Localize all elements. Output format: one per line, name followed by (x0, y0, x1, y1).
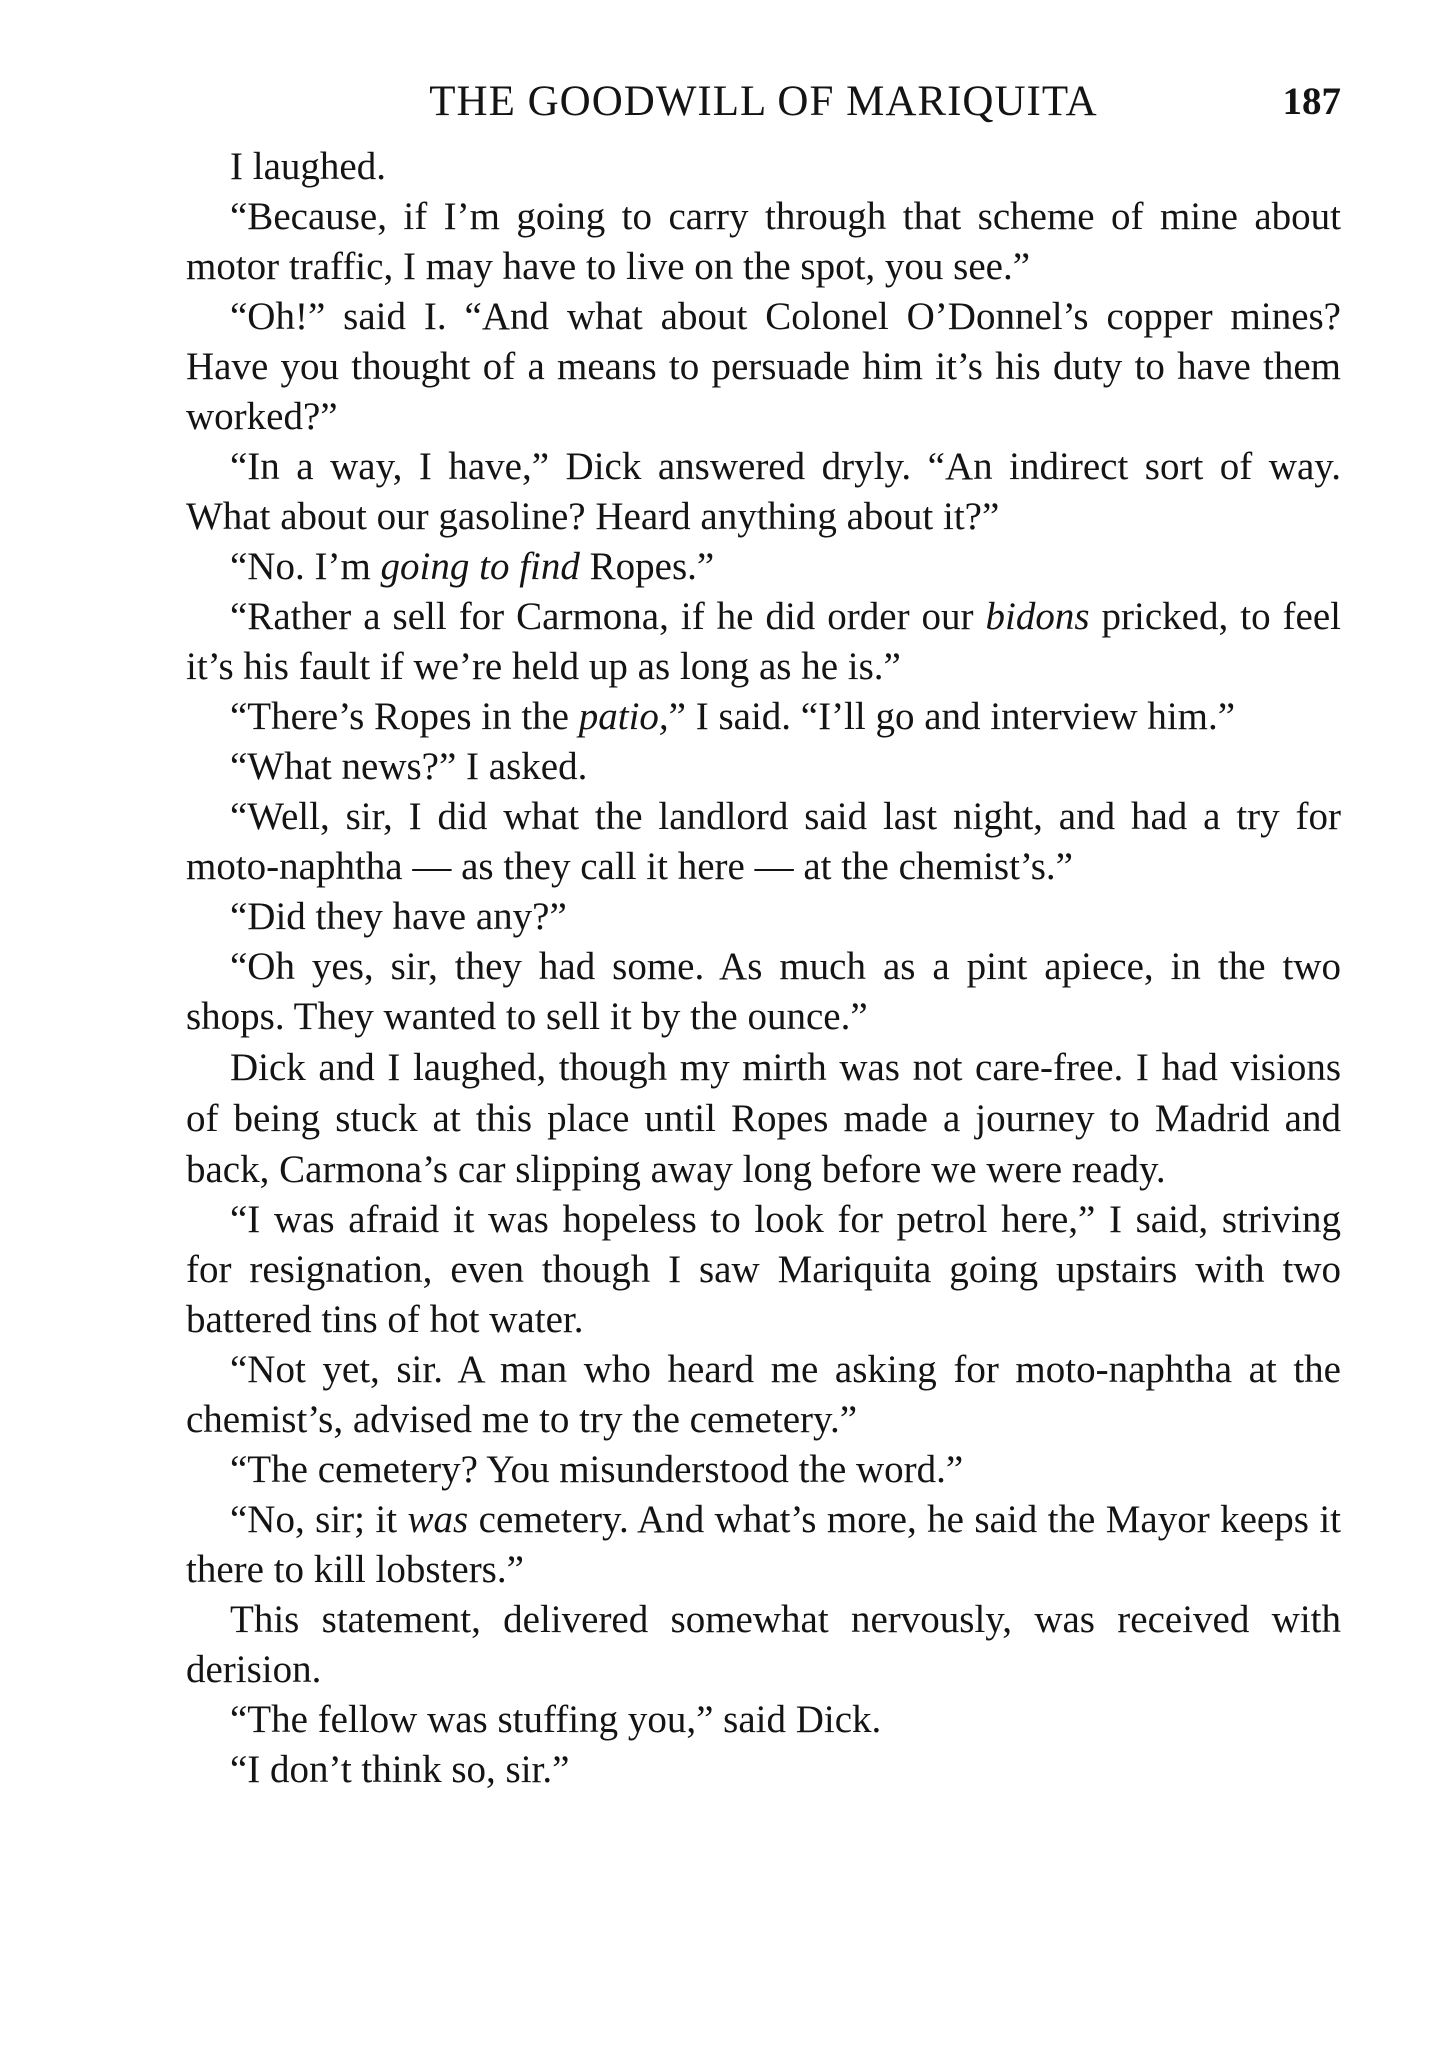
italic-text: going to find (380, 545, 580, 588)
paragraph (186, 1495, 1341, 1595)
paragraph (186, 542, 1341, 592)
paragraph: “Oh yes, sir, they had some. As much as a pint apiece, in the two shops. They wanted to sell it by the ounce.” (186, 945, 1341, 1038)
paragraph-text: ” I said. “I’ll go and interview him.” (668, 695, 1236, 738)
paragraph: “Did they have any?” (230, 895, 567, 938)
paragraph: This statement, delivered somewhat nervously, was received with derision. (186, 1598, 1341, 1691)
paragraph: Dick and I laughed, though my mirth was not care-free. I had visions of being stuck at this place until Ropes made a journey to Madrid and back, Carmona’s car slipping away long before we were ready. (186, 1046, 1341, 1191)
paragraph (186, 692, 1341, 742)
paragraph: “Oh!” said I. “And what about Colonel O’Donnel’s copper mines? Have you thought of a means to persuade him it’s his duty to have them worked?” (186, 295, 1341, 438)
paragraph: “The fellow was stuffing you,” said Dick. (230, 1698, 882, 1741)
italic-text: was (407, 1498, 469, 1541)
paragraph: “I don’t think so, sir.” (230, 1748, 570, 1791)
paragraph: “Well, sir, I did what the landlord said last night, and had a try for moto-naphtha — as they call it here — at the chemist’s.” (186, 795, 1341, 888)
paragraph: “I was afraid it was hopeless to look for petrol here,” I said, striving for resignation, even though I saw Mariquita going upstairs with two battered tins of hot water. (186, 1198, 1341, 1341)
paragraph-text: cemetery. And what’s more, he said the Mayor keeps it there to kill lobsters.” (186, 1498, 1342, 1591)
paragraph: “Because, if I’m going to carry through that scheme of mine about motor traffic, I may have to live on the spot, you see.” (186, 195, 1341, 288)
italic-text: bidons (985, 595, 1090, 638)
paragraph-text: “Rather a sell for Carmona, if he did order our (230, 595, 986, 638)
body-text (186, 142, 1341, 1795)
paragraph-text: Ropes.” (579, 545, 715, 588)
paragraph: “In a way, I have,” Dick answered dryly. “An indirect sort of way. What about our gasoline? Heard anything about it?” (186, 445, 1341, 538)
paragraph-text: “There’s Ropes in the (230, 695, 579, 738)
page-number: 187 (1282, 80, 1341, 123)
running-title: THE GOODWILL OF MARIQUITA (429, 78, 1098, 125)
paragraph-text: pricked, to feel it’s his fault if we’re held up as long as he is.” (186, 595, 1341, 688)
italic-text: patio, (578, 695, 669, 738)
paragraph-text: “No. I’m (230, 545, 381, 588)
paragraph-text: “No, sir; it (230, 1498, 408, 1541)
paragraph: “Not yet, sir. A man who heard me asking for moto-naphtha at the chemist’s, advised me to try the cemetery.” (186, 1348, 1341, 1441)
paragraph (186, 592, 1341, 692)
paragraph: “The cemetery? You misunderstood the word.” (230, 1448, 964, 1491)
running-head (186, 72, 1341, 132)
paragraph: I laughed. (230, 145, 386, 188)
paragraph: “What news?” I asked. (230, 745, 588, 788)
